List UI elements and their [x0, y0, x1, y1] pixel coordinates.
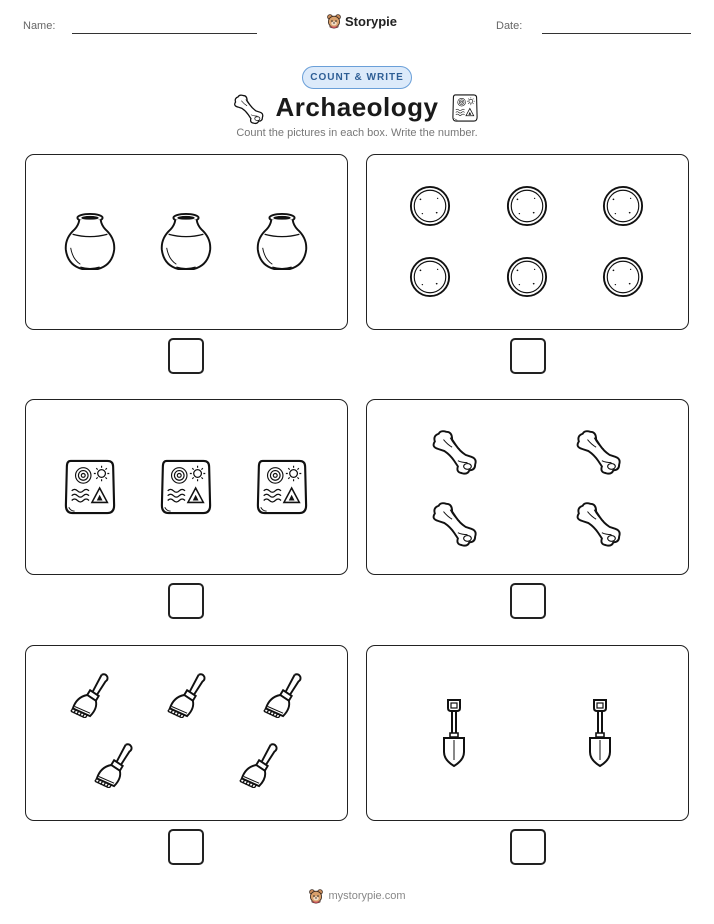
answer-box-1[interactable]: [168, 338, 204, 374]
shovel-icon: [439, 698, 469, 768]
brush-icon: [238, 742, 284, 788]
count-box-bones: [366, 399, 689, 575]
answer-box-4[interactable]: [510, 583, 546, 619]
coin-icon: [602, 256, 644, 298]
stone-tablet-icon: [255, 457, 309, 517]
page-title: Archaeology: [275, 92, 439, 122]
date-line[interactable]: [542, 33, 691, 34]
activity-badge: COUNT & WRITE: [302, 66, 412, 89]
brush-icon: [262, 672, 308, 718]
clay-pot-icon: [157, 211, 215, 273]
count-box-brushes: [25, 645, 348, 821]
answer-box-6[interactable]: [510, 829, 546, 865]
answer-box-3[interactable]: [168, 583, 204, 619]
count-box-coins: [366, 154, 689, 330]
stone-tablet-icon: [451, 93, 479, 123]
coin-icon: [409, 185, 451, 227]
footer: [0, 888, 714, 904]
fossil-bone-icon: [575, 428, 623, 476]
brush-icon: [69, 672, 115, 718]
coin-icon: [506, 256, 548, 298]
bear-logo-icon: [326, 13, 342, 29]
answer-box-5[interactable]: [168, 829, 204, 865]
fossil-bone-icon: [431, 500, 479, 548]
fossil-bone-icon: [575, 500, 623, 548]
count-box-tablets: [25, 399, 348, 575]
coin-icon: [506, 185, 548, 227]
count-box-shovels: [366, 645, 689, 821]
name-line[interactable]: [72, 33, 257, 34]
stone-tablet-icon: [63, 457, 117, 517]
brand-logo: [326, 13, 397, 29]
coin-icon: [409, 256, 451, 298]
clay-pot-icon: [253, 211, 311, 273]
date-label: Date:: [496, 20, 523, 32]
instructions: Count the pictures in each box. Write the number.: [236, 127, 478, 139]
brush-icon: [93, 742, 139, 788]
name-label: Name:: [23, 20, 56, 32]
brand-name: Storypie: [345, 13, 398, 29]
answer-box-2[interactable]: [510, 338, 546, 374]
fossil-bone-icon: [431, 428, 479, 476]
bear-logo-icon: [308, 888, 324, 904]
brush-icon: [166, 672, 212, 718]
count-box-pots: [25, 154, 348, 330]
shovel-icon: [585, 698, 615, 768]
clay-pot-icon: [61, 211, 119, 273]
coin-icon: [602, 185, 644, 227]
footer-url[interactable]: mystorypie.com: [328, 890, 406, 902]
stone-tablet-icon: [159, 457, 213, 517]
